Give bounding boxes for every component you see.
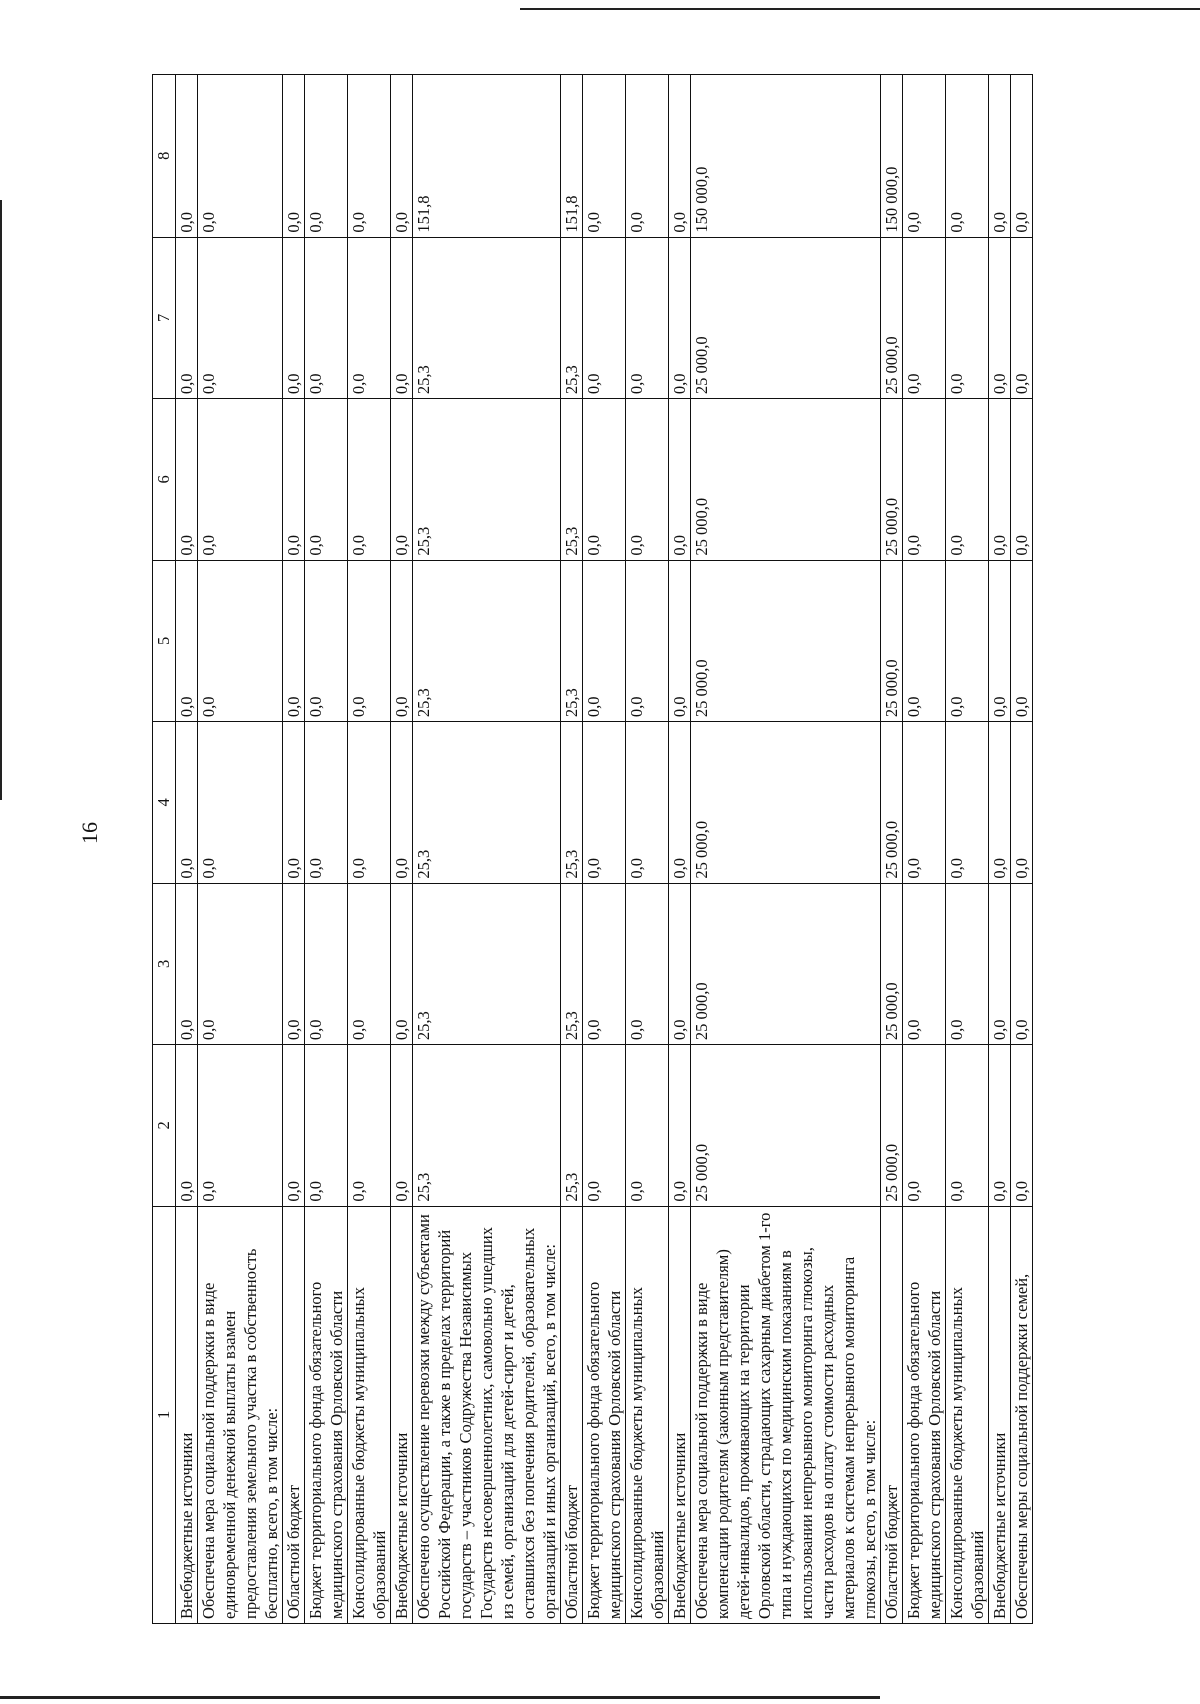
value-cell: 0,0 xyxy=(626,1045,669,1207)
value-cell: 0,0 xyxy=(283,722,305,884)
table-row xyxy=(283,75,305,1624)
value-cell: 25 000,0 xyxy=(881,399,903,561)
table-row xyxy=(946,75,989,1624)
value-cell: 25 000,0 xyxy=(881,560,903,722)
value-cell: 0,0 xyxy=(669,722,691,884)
column-header: 4 xyxy=(153,722,176,884)
value-cell: 0,0 xyxy=(989,883,1011,1045)
row-label: Областной бюджет xyxy=(283,1206,305,1623)
value-cell: 0,0 xyxy=(626,237,669,399)
value-cell: 0,0 xyxy=(903,1045,946,1207)
row-label: Бюджет территориального фонда обязательного медицинского страхования Орловской области xyxy=(583,1206,626,1623)
value-cell: 0,0 xyxy=(198,1045,283,1207)
value-cell: 0,0 xyxy=(626,75,669,238)
value-cell: 0,0 xyxy=(583,1045,626,1207)
row-label: Внебюджетные источники xyxy=(176,1206,198,1623)
table-row xyxy=(413,75,561,1624)
table-row xyxy=(391,75,413,1624)
value-cell: 25,3 xyxy=(561,560,583,722)
column-header: 2 xyxy=(153,1045,176,1207)
value-cell: 0,0 xyxy=(348,75,391,238)
column-header: 8 xyxy=(153,75,176,238)
value-cell: 0,0 xyxy=(626,883,669,1045)
value-cell: 0,0 xyxy=(348,883,391,1045)
row-label: Внебюджетные источники xyxy=(391,1206,413,1623)
value-cell: 0,0 xyxy=(348,722,391,884)
value-cell: 0,0 xyxy=(1011,722,1033,884)
value-cell: 0,0 xyxy=(903,883,946,1045)
value-cell: 25 000,0 xyxy=(691,722,881,884)
value-cell: 25 000,0 xyxy=(691,883,881,1045)
value-cell: 0,0 xyxy=(391,1045,413,1207)
value-cell: 0,0 xyxy=(305,237,348,399)
table-row xyxy=(903,75,946,1624)
value-cell: 25 000,0 xyxy=(881,1045,903,1207)
scan-border-left xyxy=(0,200,2,800)
value-cell: 0,0 xyxy=(946,399,989,561)
value-cell: 0,0 xyxy=(283,399,305,561)
value-cell: 25 000,0 xyxy=(691,237,881,399)
value-cell: 0,0 xyxy=(583,75,626,238)
table-header-row xyxy=(153,75,176,1624)
value-cell: 25,3 xyxy=(561,1045,583,1207)
value-cell: 0,0 xyxy=(903,75,946,238)
value-cell: 0,0 xyxy=(305,75,348,238)
value-cell: 0,0 xyxy=(198,237,283,399)
row-label: Обеспечена мера социальной поддержки в виде единовременной денежной выплаты взамен предоставления земельного участка в собственность бесплатно, всего, в том числе: xyxy=(198,1206,283,1623)
value-cell: 0,0 xyxy=(669,237,691,399)
value-cell: 0,0 xyxy=(1011,399,1033,561)
value-cell: 0,0 xyxy=(946,75,989,238)
value-cell: 0,0 xyxy=(1011,560,1033,722)
row-label: Консолидированные бюджеты муниципальных образований xyxy=(946,1206,989,1623)
scan-border-top xyxy=(520,8,1200,10)
table-row xyxy=(691,75,881,1624)
value-cell: 0,0 xyxy=(198,399,283,561)
value-cell: 25,3 xyxy=(561,237,583,399)
row-label: Обеспечены меры социальной поддержки семей, xyxy=(1011,1206,1033,1623)
value-cell: 25,3 xyxy=(413,722,561,884)
value-cell: 0,0 xyxy=(583,722,626,884)
table-body xyxy=(176,75,1033,1624)
value-cell: 0,0 xyxy=(946,722,989,884)
column-header: 5 xyxy=(153,560,176,722)
row-label: Консолидированные бюджеты муниципальных образований xyxy=(626,1206,669,1623)
value-cell: 0,0 xyxy=(669,883,691,1045)
value-cell: 0,0 xyxy=(946,560,989,722)
value-cell: 0,0 xyxy=(305,399,348,561)
value-cell: 0,0 xyxy=(1011,1045,1033,1207)
column-header: 6 xyxy=(153,399,176,561)
value-cell: 25,3 xyxy=(413,1045,561,1207)
value-cell: 0,0 xyxy=(283,75,305,238)
value-cell: 150 000,0 xyxy=(691,75,881,238)
value-cell: 0,0 xyxy=(583,883,626,1045)
row-label: Обеспечено осуществление перевозки между субъектами Российской Федерации, а также в пределах территорий государств – участников Содружества Независимых Государств несовершеннолетних, самовольно ушедших из семей, организаций для детей-сирот и детей, оставшихся без попечения родителей, образовательных организаций и иных организаций, всего, в том числе: xyxy=(413,1206,561,1623)
scan-border-bottom xyxy=(0,1696,880,1699)
row-label: Обеспечена мера социальной поддержки в виде компенсации родителям (законным представителям) детей-инвалидов, проживающих на территории Орловской области, страдающих сахарным диабетом 1-го типа и нуждающихся по медицинским показаниям в использовании непрерывного мониторинга глюкозы, части расходов на оплату стоимости расходных материалов к системам непрерывного мониторинга глюкозы, всего, в том числе: xyxy=(691,1206,881,1623)
value-cell: 25,3 xyxy=(413,883,561,1045)
value-cell: 0,0 xyxy=(1011,75,1033,238)
value-cell: 0,0 xyxy=(176,883,198,1045)
value-cell: 0,0 xyxy=(989,75,1011,238)
value-cell: 0,0 xyxy=(669,75,691,238)
value-cell: 0,0 xyxy=(348,560,391,722)
value-cell: 0,0 xyxy=(903,399,946,561)
value-cell: 25,3 xyxy=(413,399,561,561)
value-cell: 151,8 xyxy=(561,75,583,238)
rotated-table-container xyxy=(152,74,1175,1624)
value-cell: 0,0 xyxy=(903,560,946,722)
value-cell: 151,8 xyxy=(413,75,561,238)
value-cell: 0,0 xyxy=(391,237,413,399)
value-cell: 0,0 xyxy=(391,399,413,561)
page-number: 16 xyxy=(77,822,102,844)
value-cell: 0,0 xyxy=(946,883,989,1045)
value-cell: 0,0 xyxy=(176,722,198,884)
row-label: Консолидированные бюджеты муниципальных образований xyxy=(348,1206,391,1623)
row-label: Внебюджетные источники xyxy=(669,1206,691,1623)
value-cell: 0,0 xyxy=(989,560,1011,722)
value-cell: 0,0 xyxy=(989,399,1011,561)
table-row xyxy=(561,75,583,1624)
value-cell: 0,0 xyxy=(583,237,626,399)
value-cell: 0,0 xyxy=(283,883,305,1045)
value-cell: 0,0 xyxy=(989,1045,1011,1207)
column-header: 3 xyxy=(153,883,176,1045)
value-cell: 150 000,0 xyxy=(881,75,903,238)
value-cell: 0,0 xyxy=(348,237,391,399)
value-cell: 0,0 xyxy=(391,883,413,1045)
table-row xyxy=(989,75,1011,1624)
value-cell: 0,0 xyxy=(176,399,198,561)
value-cell: 0,0 xyxy=(626,722,669,884)
value-cell: 0,0 xyxy=(283,237,305,399)
row-label: Областной бюджет xyxy=(881,1206,903,1623)
table-row xyxy=(348,75,391,1624)
value-cell: 25 000,0 xyxy=(881,722,903,884)
value-cell: 0,0 xyxy=(583,399,626,561)
value-cell: 0,0 xyxy=(626,399,669,561)
value-cell: 25 000,0 xyxy=(691,560,881,722)
column-header: 1 xyxy=(153,1206,176,1623)
value-cell: 0,0 xyxy=(348,1045,391,1207)
table-row xyxy=(583,75,626,1624)
value-cell: 0,0 xyxy=(391,560,413,722)
row-label: Внебюджетные источники xyxy=(989,1206,1011,1623)
value-cell: 0,0 xyxy=(391,722,413,884)
value-cell: 0,0 xyxy=(305,722,348,884)
value-cell: 0,0 xyxy=(198,883,283,1045)
table-row xyxy=(626,75,669,1624)
value-cell: 25,3 xyxy=(561,399,583,561)
value-cell: 0,0 xyxy=(198,75,283,238)
value-cell: 0,0 xyxy=(1011,883,1033,1045)
value-cell: 0,0 xyxy=(176,1045,198,1207)
value-cell: 0,0 xyxy=(176,75,198,238)
value-cell: 0,0 xyxy=(946,1045,989,1207)
value-cell: 25 000,0 xyxy=(881,237,903,399)
value-cell: 0,0 xyxy=(669,399,691,561)
value-cell: 0,0 xyxy=(626,560,669,722)
table-row xyxy=(669,75,691,1624)
value-cell: 0,0 xyxy=(946,237,989,399)
value-cell: 0,0 xyxy=(176,560,198,722)
value-cell: 25 000,0 xyxy=(691,399,881,561)
value-cell: 0,0 xyxy=(198,560,283,722)
value-cell: 0,0 xyxy=(669,1045,691,1207)
value-cell: 0,0 xyxy=(176,237,198,399)
table-row xyxy=(198,75,283,1624)
budget-table xyxy=(152,74,1033,1624)
value-cell: 0,0 xyxy=(903,722,946,884)
value-cell: 25 000,0 xyxy=(691,1045,881,1207)
value-cell: 0,0 xyxy=(283,1045,305,1207)
table-row xyxy=(1011,75,1033,1624)
table-row xyxy=(176,75,198,1624)
row-label: Бюджет территориального фонда обязательного медицинского страхования Орловской области xyxy=(903,1206,946,1623)
value-cell: 25,3 xyxy=(561,883,583,1045)
value-cell: 0,0 xyxy=(198,722,283,884)
column-header: 7 xyxy=(153,237,176,399)
row-label: Бюджет территориального фонда обязательного медицинского страхования Орловской области xyxy=(305,1206,348,1623)
value-cell: 0,0 xyxy=(391,75,413,238)
value-cell: 25,3 xyxy=(413,560,561,722)
value-cell: 25 000,0 xyxy=(881,883,903,1045)
table-row xyxy=(881,75,903,1624)
value-cell: 0,0 xyxy=(305,560,348,722)
value-cell: 0,0 xyxy=(583,560,626,722)
value-cell: 0,0 xyxy=(989,722,1011,884)
table-row xyxy=(305,75,348,1624)
value-cell: 0,0 xyxy=(669,560,691,722)
value-cell: 0,0 xyxy=(903,237,946,399)
value-cell: 0,0 xyxy=(1011,237,1033,399)
value-cell: 0,0 xyxy=(305,1045,348,1207)
row-label: Областной бюджет xyxy=(561,1206,583,1623)
value-cell: 0,0 xyxy=(305,883,348,1045)
value-cell: 0,0 xyxy=(989,237,1011,399)
value-cell: 0,0 xyxy=(283,560,305,722)
value-cell: 25,3 xyxy=(413,237,561,399)
value-cell: 25,3 xyxy=(561,722,583,884)
value-cell: 0,0 xyxy=(348,399,391,561)
